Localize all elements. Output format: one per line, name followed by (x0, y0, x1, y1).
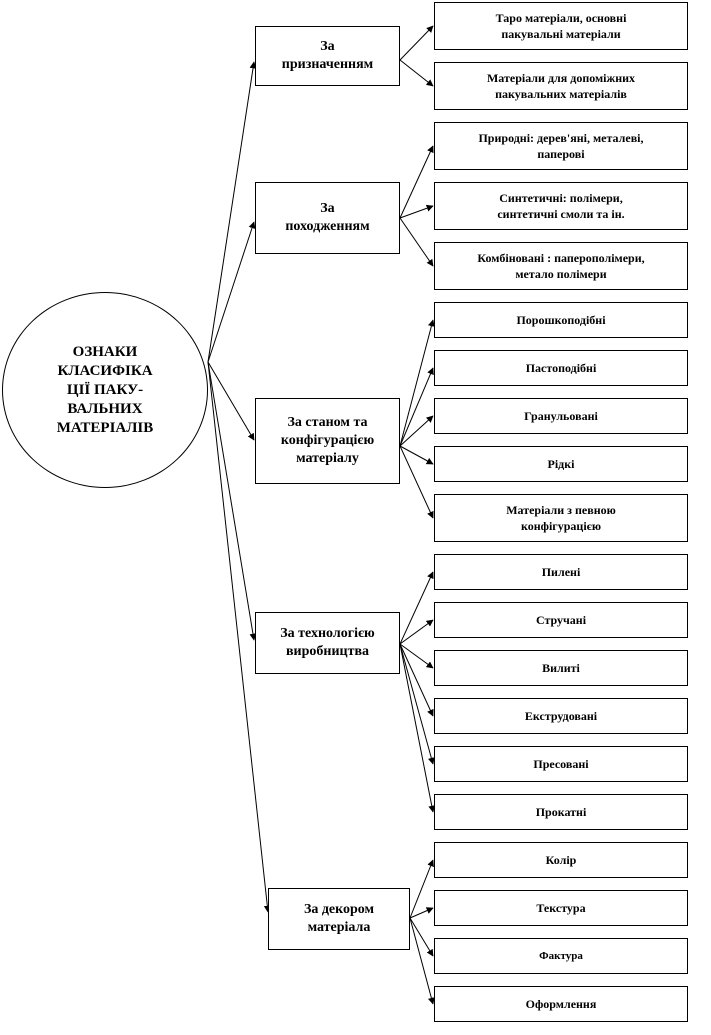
leaf-node: Пастоподібні (434, 350, 688, 386)
leaf-connector-arrow (410, 918, 433, 956)
leaf-node: Оформлення (434, 986, 688, 1022)
root-connector-arrow (208, 62, 254, 362)
leaf-connector-arrow (400, 26, 433, 60)
leaf-connector-arrow (400, 446, 433, 518)
leaf-node: Стручані (434, 602, 688, 638)
leaf-node: Таро матеріали, основні пакувальні матеріали (434, 2, 688, 50)
leaf-connector-arrow (400, 218, 433, 266)
leaf-connector-arrow (400, 446, 433, 464)
leaf-connector-arrow (400, 572, 433, 644)
leaf-node: Фактура (434, 938, 688, 974)
leaf-node: Матеріали для допоміжних пакувальних матеріалів (434, 62, 688, 110)
root-connector-arrow (208, 362, 254, 640)
root-connector-arrow (208, 222, 254, 362)
leaf-connector-arrow (400, 320, 433, 446)
leaf-node: Матеріали з певною конфігурацією (434, 494, 688, 542)
leaf-node: Пресовані (434, 746, 688, 782)
group-node-technology: За технологією виробництва (255, 612, 400, 674)
leaf-node: Порошкоподібні (434, 302, 688, 338)
leaf-connector-arrow (400, 416, 433, 446)
leaf-node: Рідкі (434, 446, 688, 482)
leaf-node: Синтетичні: полімери, синтетичні смоли та ін. (434, 182, 688, 230)
group-node-decor: За декором матеріала (268, 888, 410, 950)
leaf-connector-arrow (410, 918, 433, 1004)
group-node-purpose: За призначенням (255, 26, 400, 86)
group-node-origin: За походженням (255, 182, 400, 254)
leaf-node: Комбіновані : паперополімери, метало полімери (434, 242, 688, 290)
leaf-node: Колір (434, 842, 688, 878)
leaf-connector-arrow (400, 146, 433, 218)
leaf-node: Пилені (434, 554, 688, 590)
leaf-node: Текстура (434, 890, 688, 926)
leaf-node: Екструдовані (434, 698, 688, 734)
leaf-connector-arrow (400, 644, 433, 812)
group-node-state: За станом та конфігурацією матеріалу (255, 398, 400, 484)
root-node: ОЗНАКИ КЛАСИФІКА ЦІЇ ПАКУ- ВАЛЬНИХ МАТЕРІАЛІВ (2, 292, 208, 488)
leaf-node: Прокатні (434, 794, 688, 830)
leaf-connector-arrow (400, 368, 433, 446)
leaf-connector-arrow (400, 60, 433, 86)
leaf-node: Вилиті (434, 650, 688, 686)
leaf-node: Природні: дерев'яні, металеві, паперові (434, 122, 688, 170)
leaf-node: Гранульовані (434, 398, 688, 434)
